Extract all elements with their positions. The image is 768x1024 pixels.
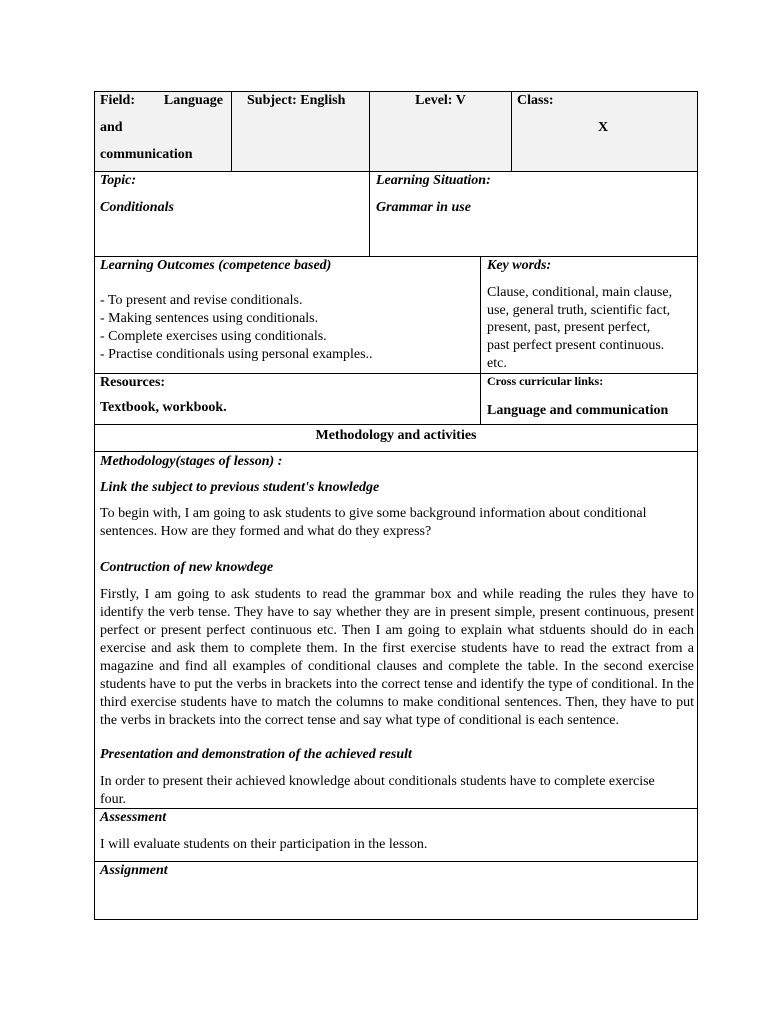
key-words-line: use, general truth, scientific fact, — [487, 303, 671, 318]
topic-cell — [94, 171, 370, 257]
field-cell — [94, 91, 232, 172]
assignment-cell — [94, 861, 698, 920]
class-label: Class: — [517, 93, 554, 108]
subject-cell — [231, 91, 370, 172]
learning-situation-value: Grammar in use — [376, 200, 471, 215]
learning-situation-label: Learning Situation: — [376, 173, 491, 188]
methodology-title: Methodology and activities — [315, 428, 477, 443]
learning-situation-cell — [369, 171, 698, 257]
field-label: Field: — [100, 93, 135, 108]
subject-text: Subject: English — [247, 93, 346, 108]
level-text: Level: V — [415, 93, 466, 108]
field-value-line3: communication — [100, 147, 193, 162]
presentation-paragraph: In order to present their achieved knowledge about conditionals students have to complete exercise four. — [100, 774, 655, 807]
key-words-line: etc. — [487, 356, 507, 371]
outcome-item: - Making sentences using conditionals. — [100, 311, 319, 326]
outcome-item: - Practise conditionals using personal examples.. — [100, 347, 373, 362]
learning-outcomes-label: Learning Outcomes (competence based) — [100, 258, 332, 273]
assessment-label: Assessment — [100, 810, 167, 825]
methodology-title-cell — [94, 424, 698, 452]
outcome-item: - To present and revise conditionals. — [100, 293, 303, 308]
key-words-label: Key words: — [487, 258, 552, 273]
key-words-cell — [480, 256, 698, 374]
cross-curricular-value: Language and communication — [487, 403, 669, 418]
cross-curricular-cell — [480, 373, 698, 425]
methodology-cell — [94, 451, 698, 809]
learning-outcomes-cell — [94, 256, 481, 374]
topic-label: Topic: — [100, 173, 137, 188]
resources-label: Resources: — [100, 375, 166, 390]
class-value: X — [598, 120, 609, 135]
presentation-heading: Presentation and demonstration of the achieved result — [100, 747, 412, 762]
key-words-line: past perfect present continuous. — [487, 338, 665, 353]
construction-paragraph: Firstly, I am going to ask students to read the grammar box and while reading the rules they have to identify the verb tense. They have to say whether they are in present simple, present continuous, present perfect or present perfect continuous etc. Then I am going to explain what stduents should do in each exercise and ask them to complete them. In the first exercise students have to read the extract from a magazine and find all examples of conditional clauses and complete the table. In the second exercise students have to put the verbs in brackets into the correct tense and identify the type of conditional. In the third exercise students have to match the columns to make conditional sentences. Then, they have to put the verbs in brackets into the correct tense and say what type of conditional is each sentence. — [100, 587, 694, 728]
key-words-line: Clause, conditional, main clause, — [487, 285, 673, 300]
field-value-line2: and — [100, 120, 123, 135]
field-value-line1: Language — [163, 93, 223, 108]
topic-value: Conditionals — [100, 200, 174, 215]
stages-label: Methodology(stages of lesson) : — [100, 454, 283, 469]
level-cell — [369, 91, 512, 172]
outcome-item: - Complete exercises using conditionals. — [100, 329, 327, 344]
resources-cell — [94, 373, 481, 425]
link-heading: Link the subject to previous student's knowledge — [100, 480, 380, 495]
link-paragraph: To begin with, I am going to ask students to give some background information about conditional sentences. How are they formed and what do they express? — [100, 506, 647, 539]
assessment-cell — [94, 808, 698, 862]
resources-value: Textbook, workbook. — [100, 400, 227, 415]
class-cell — [511, 91, 698, 172]
key-words-line: present, past, present perfect, — [487, 320, 651, 335]
assignment-label: Assignment — [100, 863, 168, 878]
construction-heading: Contruction of new knowdege — [100, 560, 274, 575]
assessment-text: I will evaluate students on their participation in the lesson. — [100, 837, 428, 852]
cross-curricular-label: Cross curricular links: — [487, 374, 604, 388]
